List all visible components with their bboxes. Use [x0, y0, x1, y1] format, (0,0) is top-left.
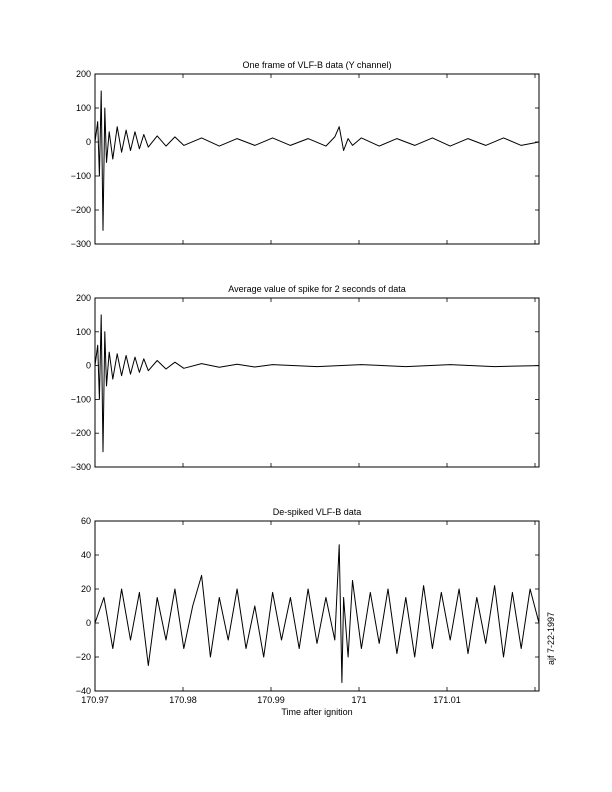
series-line-0	[95, 91, 539, 230]
plot-frame	[95, 298, 539, 467]
y-tick-label: −200	[70, 428, 91, 439]
y-tick-label: −200	[70, 205, 91, 215]
chart-title: Average value of spike for 2 seconds of data	[228, 284, 406, 294]
x-tick-label: 170.97	[81, 695, 109, 705]
x-axis-label: Time after ignition	[281, 707, 353, 717]
chart-title: De-spiked VLF-B data	[272, 507, 362, 517]
y-tick-label: 0	[85, 360, 91, 371]
y-tick-label: −100	[70, 171, 91, 181]
y-tick-label: 0	[85, 618, 91, 628]
x-tick-label: 170.98	[169, 695, 197, 705]
series-line-0	[95, 315, 539, 452]
chart-panel-spike-average	[71, 284, 539, 472]
series-line-0	[95, 545, 539, 683]
x-tick-label: 171	[351, 695, 367, 705]
chart-title: One frame of VLF-B data (Y channel)	[242, 60, 392, 70]
y-tick-label: −20	[75, 652, 91, 662]
y-tick-label: 200	[75, 69, 91, 79]
y-tick-label: 20	[80, 584, 91, 594]
plot-frame	[95, 521, 539, 691]
y-tick-label: −300	[70, 239, 91, 249]
x-tick-label: 171.01	[433, 695, 461, 705]
y-tick-label: −300	[70, 462, 91, 472]
y-tick-label: −100	[70, 394, 91, 405]
x-tick-label: 170.99	[257, 695, 285, 705]
plot-frame	[95, 74, 539, 244]
y-tick-label: 100	[75, 326, 91, 337]
y-tick-label: −40	[75, 686, 91, 696]
y-tick-label: 0	[85, 137, 91, 147]
y-tick-label: 100	[75, 103, 91, 113]
chart-panel-vlf-b-frame	[71, 60, 539, 249]
chart-panel-despiked	[76, 507, 539, 717]
y-tick-label: 40	[80, 550, 91, 560]
y-tick-label: 60	[80, 516, 91, 526]
y-tick-label: 200	[75, 293, 91, 303]
author-date-label: ajf 7-22-1997	[546, 611, 556, 665]
